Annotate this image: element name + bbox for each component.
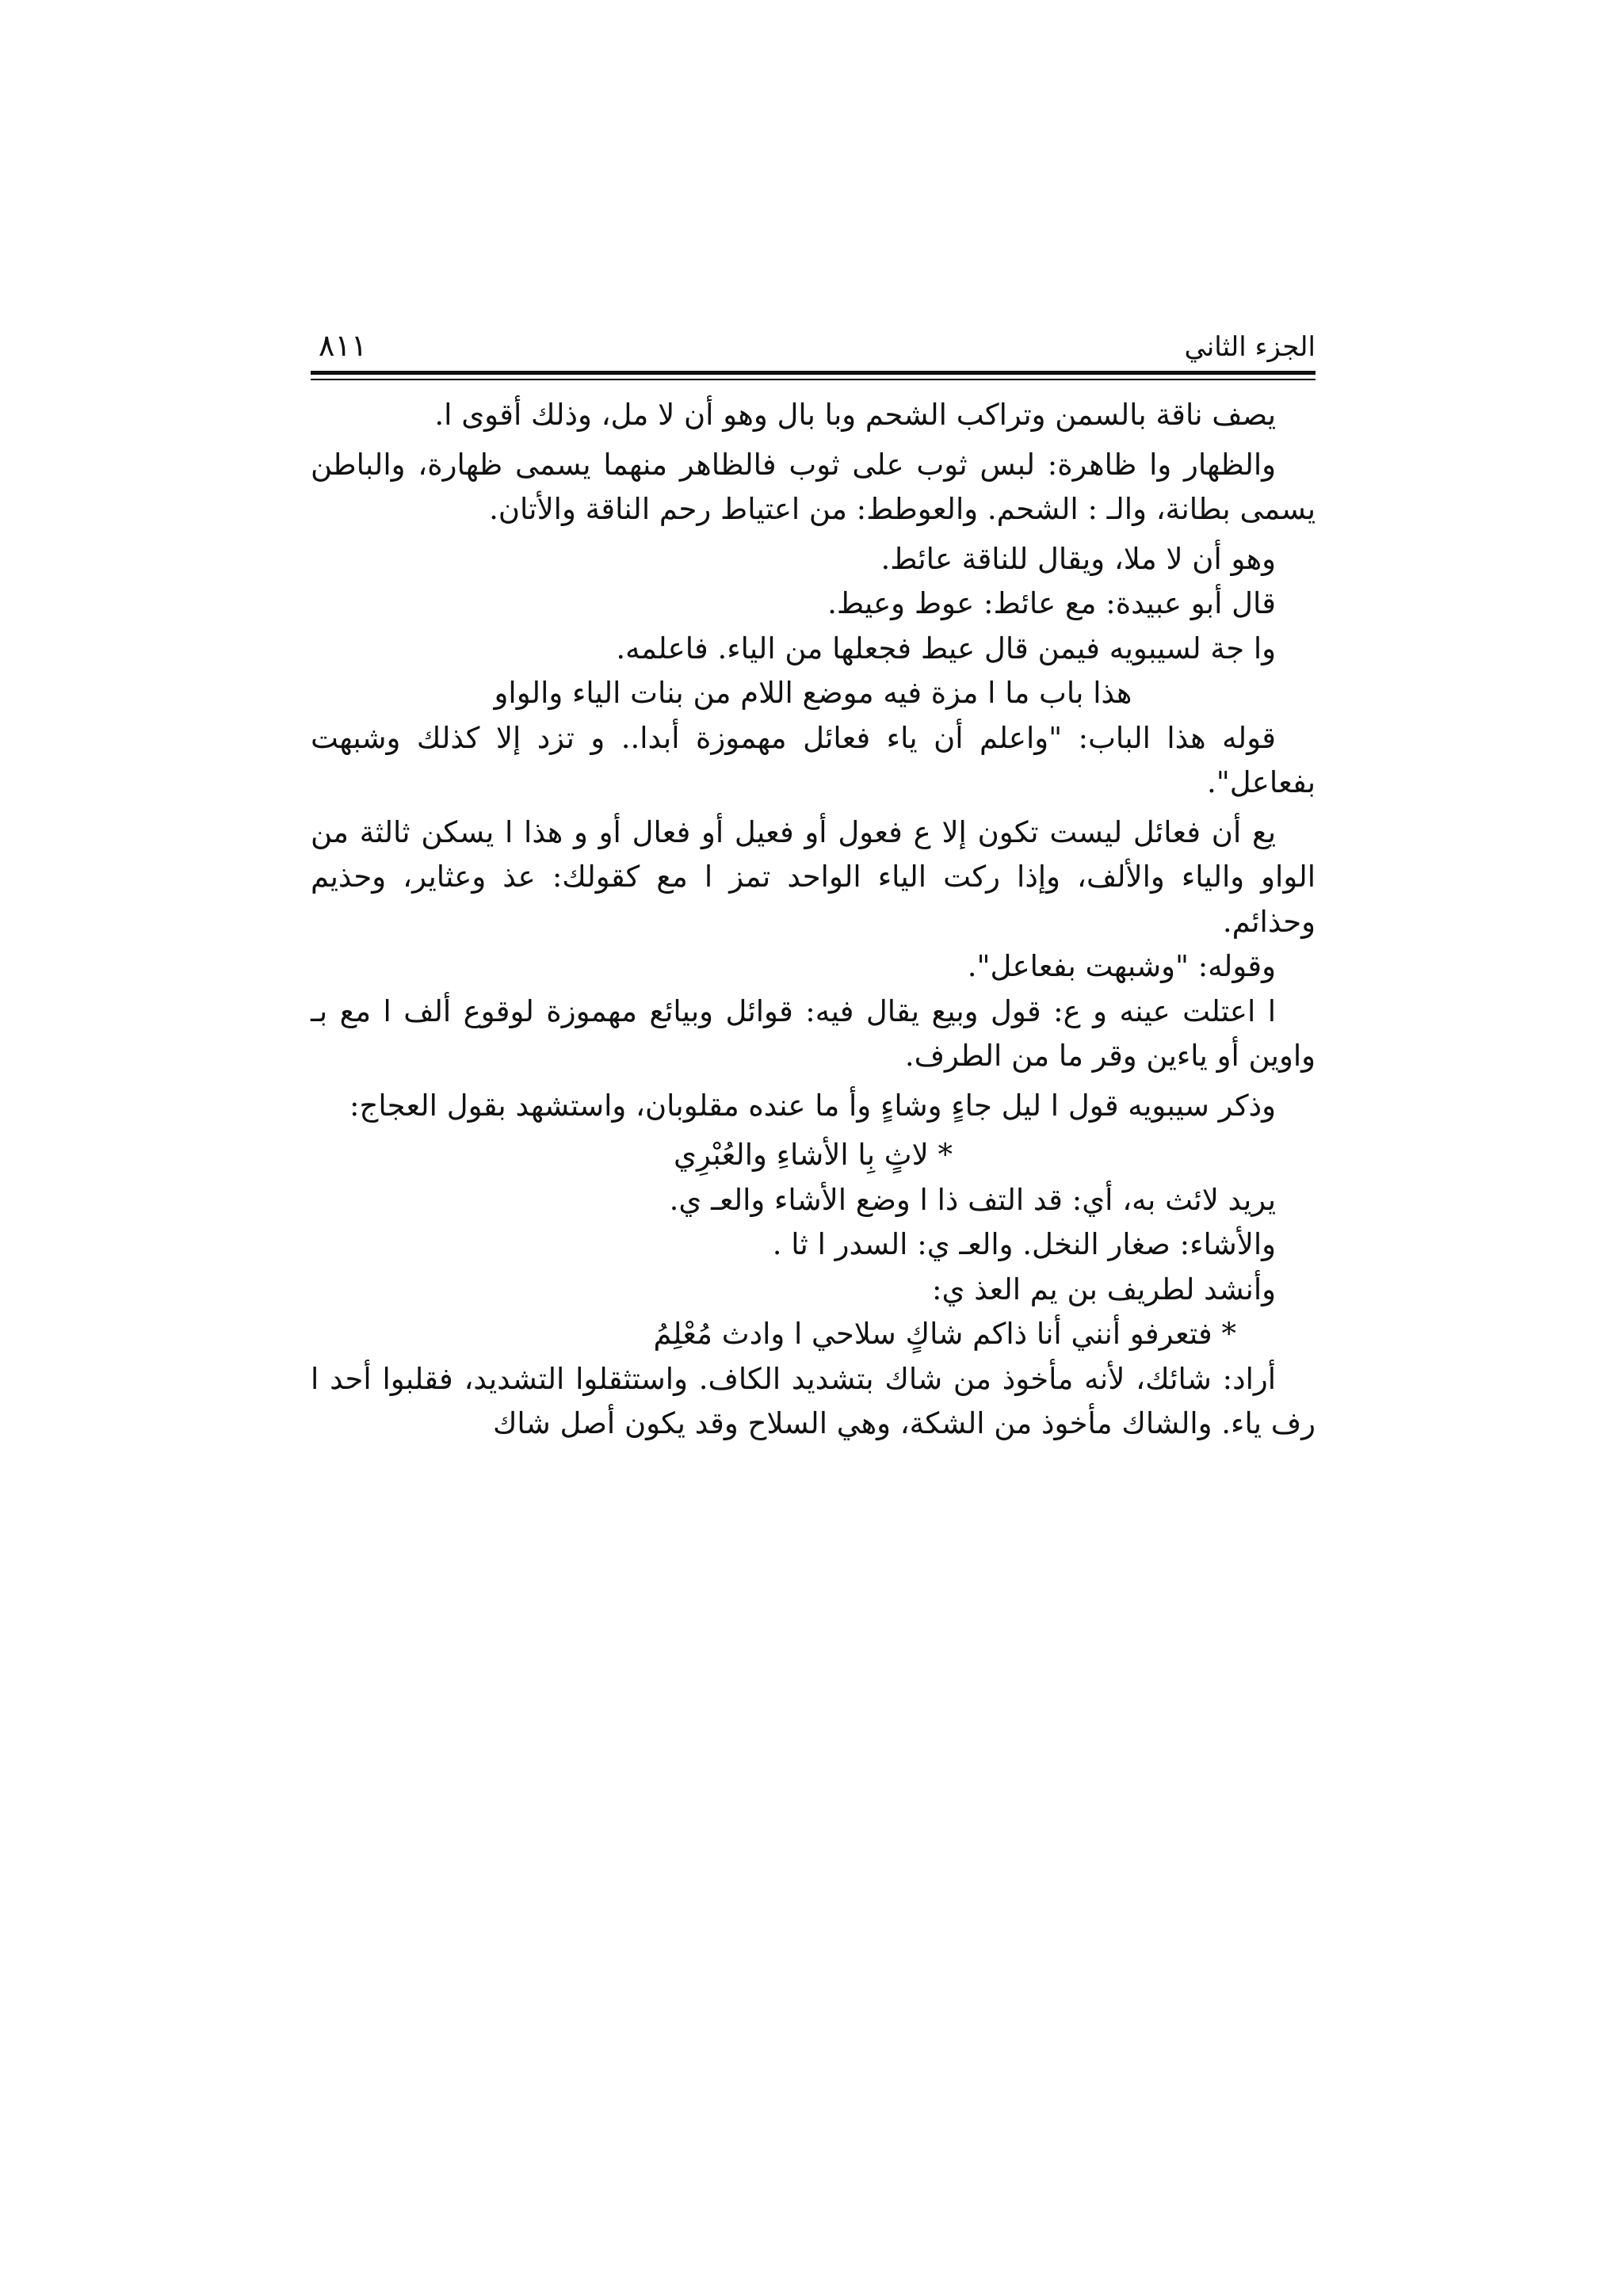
paragraph: وقوله: "وشبهت بفعاعل".	[967, 949, 1276, 983]
document-page	[311, 0, 1316, 2296]
page-number: ٨١١	[319, 328, 368, 363]
paragraph: والظهار وا ظاهرة: لبس ثوب على ثوب فالظاهر منهما يسمى ظهارة، والباطن يسمى بطانة، والـ : الشحم. والعوطط: من اعتياط رحم الناقة والأتان.	[311, 447, 1316, 526]
paragraph: يصف ناقة بالسمن وتراكب الشحم وبا بال وهو أن لا مل، وذلك أقوى ا.	[434, 398, 1276, 432]
paragraph: وأنشد لطريف بن يم العذ ي:	[932, 1272, 1276, 1306]
running-header-title: الجزء الثاني	[1184, 331, 1316, 363]
verse-line: * فتعرفو أنني أنا ذاكم شاكٍ سلاحي ا وادث مُعْلِمُ	[653, 1317, 1236, 1351]
paragraph: وذكر سيبويه قول ا ليل جاءٍ وشاءٍ وأ ما عنده مقلوبان، واستشهد بقول العجاج:	[349, 1088, 1276, 1123]
paragraph: ا اعتلت عينه و ع: قول وبيع يقال فيه: قوائل وبيائع مهموزة لوقوع ألف ا مع بـ واوين أو ياءين وقر ما من الطرف.	[311, 994, 1316, 1073]
paragraph: يع أن فعائل ليست تكون إلا ع فعول أو فعيل أو فعال أو و هذا ا يسكن ثالثة من الواو والياء والألف، وإذا ركت الياء الواحد تمز ا مع كقولك: عذ وعثاير، وحذيم وحذائم.	[311, 814, 1316, 939]
body-text	[311, 393, 1316, 1447]
header-rule-thin	[311, 379, 1316, 380]
paragraph: أراد: شائك، لأنه مأخوذ من شاك بتشديد الكاف. واستثقلوا التشديد، فقلبوا أحد ا رف ياء. والشاك مأخوذ من الشكة، وهي السلاح وقد يكون أصل شاك	[311, 1361, 1316, 1440]
header-rule-thick	[311, 371, 1316, 375]
paragraph: قال أبو عبيدة: مع عائط: عوط وعيط.	[827, 586, 1276, 620]
paragraph: والأشاء: صغار النخل. والعـ ي: السدر ا ثا .	[772, 1227, 1276, 1261]
paragraph: قوله هذا الباب: "واعلم أن ياء فعائل مهموزة أبدا.. و تزد إلا كذلك وشبهت بفعاعل".	[311, 720, 1316, 799]
paragraph: يريد لائث به، أي: قد التف ذا ا وضع الأشاء والعـ ي.	[669, 1182, 1276, 1217]
running-header	[311, 325, 1316, 372]
paragraph: وا جة لسيبويه فيمن قال عيط فجعلها من الياء. فاعلمه.	[616, 631, 1276, 666]
paragraph: وهو أن لا ملا، ويقال للناقة عائط.	[880, 541, 1276, 576]
verse-line: * لاثٍ بِا الأشاءِ والعُبْرِي	[674, 1138, 953, 1172]
section-heading: هذا باب ما ا مزة فيه موضع اللام من بنات الياء والواو	[494, 676, 1132, 710]
